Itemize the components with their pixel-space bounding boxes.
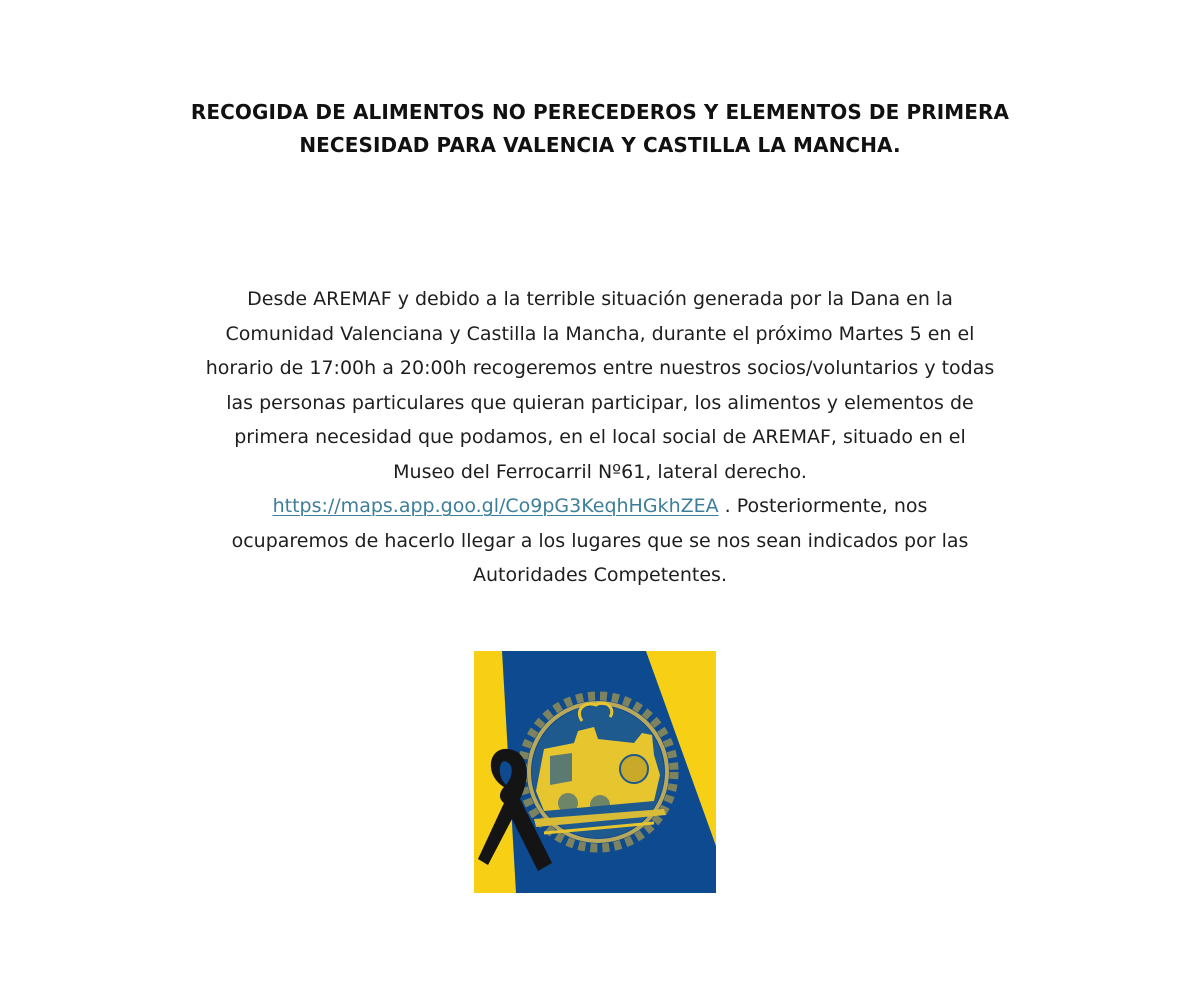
body-line-7 (150, 489, 1050, 524)
title-line-1: RECOGIDA DE ALIMENTOS NO PERECEDEROS Y ELEMENTOS DE PRIMERA (190, 100, 1010, 124)
body-line-4: las personas particulares que quieran participar, los alimentos y elementos de (226, 391, 974, 414)
title-line-2: NECESIDAD PARA VALENCIA Y CASTILLA LA MANCHA. (299, 133, 901, 157)
body-line-7-text: . Posteriormente, nos (718, 495, 928, 517)
body-line-8: ocuparemos de hacerlo llegar a los lugares que se nos sean indicados por las (231, 529, 969, 552)
body-line-9: Autoridades Competentes. (472, 564, 727, 586)
document-body (150, 282, 1050, 593)
logo-graphic (474, 651, 716, 893)
aremaf-logo-icon (474, 651, 716, 893)
maps-link[interactable]: https://maps.app.goo.gl/Co9pG3KeqhHGkhZEA (272, 495, 719, 517)
document-title (150, 96, 1050, 162)
body-line-3: horario de 17:00h a 20:00h recogeremos entre nuestros socios/voluntarios y todas (205, 357, 995, 379)
body-line-5: primera necesidad que podamos, en el local social de AREMAF, situado en el (234, 426, 966, 448)
body-line-2: Comunidad Valenciana y Castilla la Mancha, durante el próximo Martes 5 en el (225, 322, 975, 345)
body-line-6: Museo del Ferrocarril Nº61, lateral derecho. (393, 460, 807, 483)
body-line-1: Desde AREMAF y debido a la terrible situación generada por la Dana en la (247, 288, 953, 310)
